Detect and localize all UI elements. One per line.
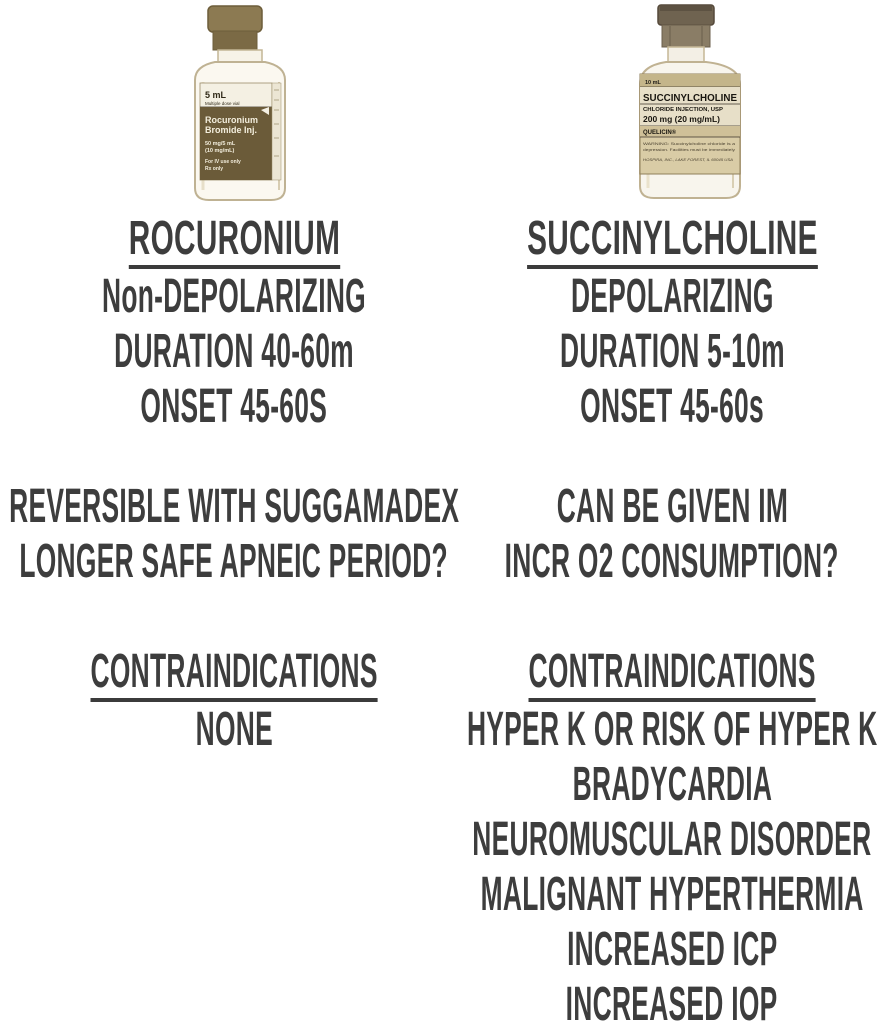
- rocuronium-header: [0, 211, 456, 434]
- succinylcholine-header: [456, 211, 888, 434]
- note-line: INCR O2 CONSUMPTION?: [504, 534, 840, 588]
- note-line: LONGER SAFE APNEIC PERIOD?: [19, 534, 449, 588]
- warning-line1: WARNING: Succinylcholine chloride is a: [643, 141, 736, 146]
- vial-label: [640, 74, 740, 174]
- contraindication-item: MALIGNANT HYPERTHERMIA: [480, 867, 864, 921]
- brand-text: QUELICIN®: [643, 130, 677, 136]
- contraindication-item: NONE: [195, 702, 273, 756]
- rocuronium-vial-cell: [0, 0, 456, 214]
- manufacturer-text: HOSPIRA, INC., LAKE FOREST, IL 60045 USA: [643, 157, 734, 162]
- strength-line2: (10 mg/mL): [205, 148, 235, 154]
- drug-title: [64, 211, 405, 269]
- succinylcholine-notes: [456, 479, 888, 589]
- succinylcholine-vial-image: [632, 4, 748, 200]
- rocuronium-notes: [0, 479, 460, 589]
- property-line: DEPOLARIZING: [570, 269, 774, 323]
- warning-line2: depression. Facilities must be immediately: [643, 147, 735, 152]
- property-line: ONSET 45-60s: [580, 379, 764, 433]
- property-line: DURATION 5-10m: [559, 324, 785, 378]
- property-line: Non-DEPOLARIZING: [102, 269, 366, 323]
- drug-title-text: ROCURONIUM: [128, 215, 339, 269]
- rocuronium-vial-image: [181, 4, 299, 204]
- drug-header-row: [0, 211, 888, 434]
- property-line: ONSET 45-60S: [140, 379, 328, 433]
- contraindication-item: HYPER K OR RISK OF HYPER K: [466, 702, 878, 756]
- rx-text: Rx only: [205, 166, 224, 172]
- succinylcholine-contraindications: [456, 644, 888, 1032]
- drug-title-text: SUCCINYLCHOLINE: [527, 215, 818, 269]
- side-label-strip: [272, 83, 281, 180]
- contraindications-title: CONTRAINDICATIONS: [0, 647, 495, 702]
- note-line: REVERSIBLE WITH SUGGAMADEX: [8, 479, 460, 533]
- contraindication-item: INCREASED IOP: [566, 977, 778, 1031]
- vial-type: Multiple dose vial: [205, 101, 240, 106]
- drug-name: SUCCINYLCHOLINE: [643, 93, 738, 104]
- drug-name-line1: Rocuronium: [205, 115, 258, 125]
- notes-row: [0, 479, 888, 589]
- route-text: For IV use only: [205, 159, 241, 165]
- note-line: CAN BE GIVEN IM: [556, 479, 788, 533]
- succinylcholine-vial-cell: [456, 0, 888, 214]
- drug-name-line2: Bromide Inj.: [205, 125, 258, 135]
- property-line: DURATION 40-60m: [114, 324, 354, 378]
- contraindication-item: INCREASED ICP: [566, 922, 778, 976]
- strength-text: 200 mg (20 mg/mL): [643, 114, 720, 124]
- strength-line1: 50 mg/5 mL: [205, 141, 236, 147]
- contraindications-title: CONTRAINDICATIONS: [411, 647, 888, 702]
- vial-volume: 5 mL: [205, 90, 227, 100]
- drug-title: [438, 211, 888, 269]
- vial-volume: 10 mL: [645, 80, 661, 86]
- vial-images-row: [0, 0, 888, 214]
- vial-label: [200, 83, 272, 180]
- contraindication-item: BRADYCARDIA: [572, 757, 772, 811]
- contraindications-row: [0, 644, 888, 1032]
- vial-cap: [658, 5, 714, 47]
- contraindication-item: NEUROMUSCULAR DISORDER: [472, 812, 872, 866]
- vial-cap: [208, 6, 262, 50]
- drug-subtitle: CHLORIDE INJECTION, USP: [643, 107, 724, 113]
